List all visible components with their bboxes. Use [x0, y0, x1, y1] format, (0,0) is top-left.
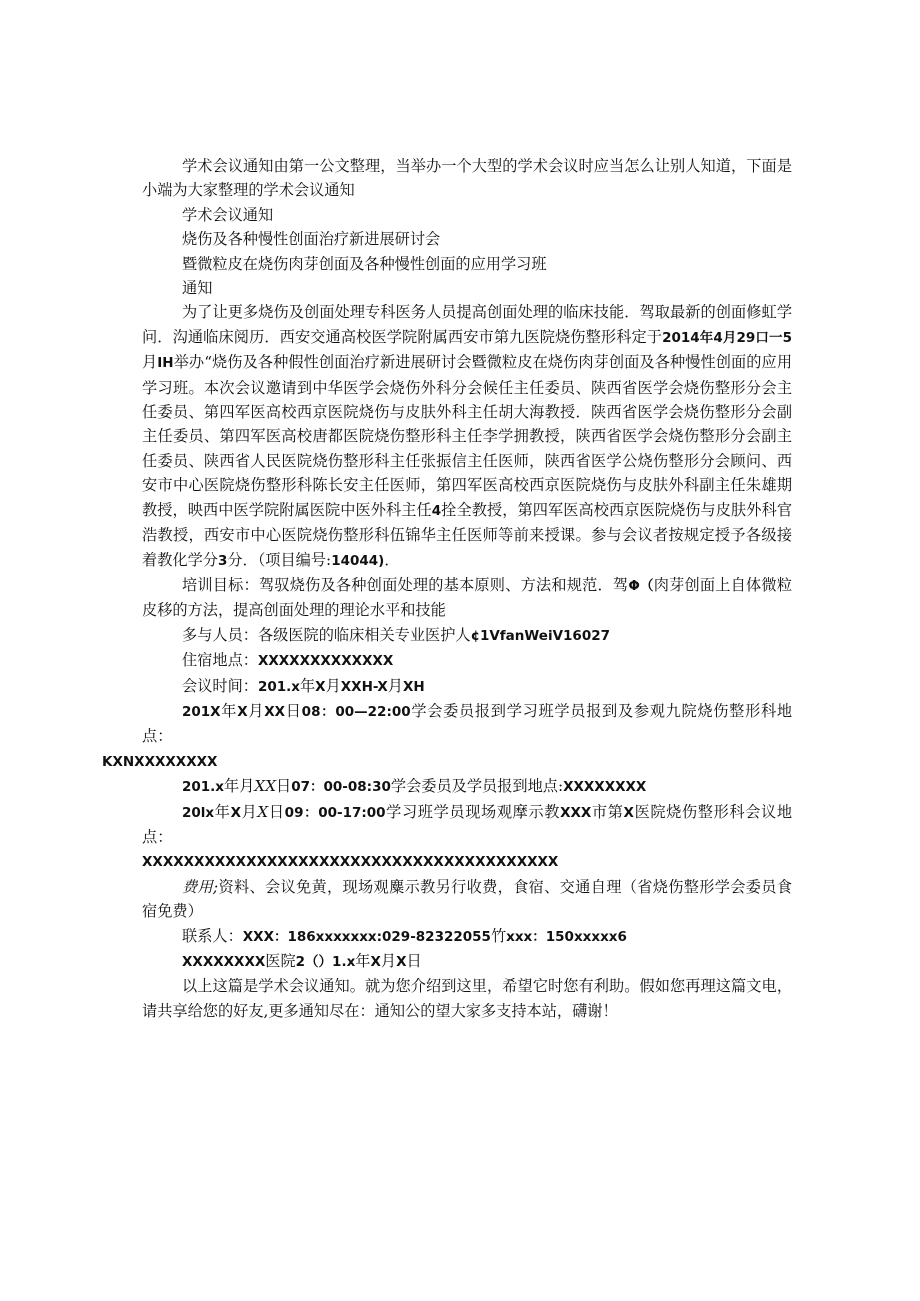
schedule3-month: X	[230, 804, 241, 821]
schedule1-yue: 月	[247, 701, 265, 720]
schedule2-year: 201.x	[182, 779, 225, 796]
tongzhi-heading	[142, 276, 792, 300]
schedule1-year: 201X	[182, 703, 221, 720]
training-goal-part-b: Φ（	[628, 577, 654, 594]
signature-ri: 日	[406, 952, 422, 970]
contact-phone-1: XXX：186xxxxxxx:029-82322055	[242, 928, 491, 945]
signature-year: 2（）1.x	[295, 954, 356, 970]
schedule3-year: 20lx	[182, 804, 215, 821]
schedule3-nian: 年	[214, 802, 231, 821]
signature-org: XXXXXXXX	[182, 954, 266, 970]
notice-heading	[142, 203, 792, 227]
signature-yue: 月	[380, 952, 397, 970]
document-body	[102, 154, 793, 1023]
intro-text: 学术会议通知由第一公文整理，当举办一个大型的学术会议时应当怎么让别人知道，下面是小端为大家整理的学术会议通知	[142, 157, 792, 200]
schedule3-ri: 日	[268, 802, 285, 821]
notice-heading-text: 学术会议通知	[182, 205, 274, 224]
schedule3-day: X	[257, 802, 269, 821]
meeting-time-yue: 月	[325, 676, 341, 695]
meeting-time-range: XXH-X	[340, 678, 388, 695]
fees-label: 费用;	[182, 877, 219, 896]
main-paragraph-part-a: 为了让更多烧伤及创面处理专科医务人员提高创面处理的临床技能．驾取最新的创面修虹学问．沟通临床阅历．西安交通高校医学院附属西安市第九医院烧伤整形科定于	[142, 303, 792, 346]
schedule2-location: XXXXXXXX	[563, 779, 647, 796]
signature-yiyuan: 医院	[265, 952, 296, 970]
meeting-time-yue2: 月	[387, 676, 403, 695]
main-paragraph-part-k: ．	[384, 550, 400, 569]
lodging-label: 住宿地点：	[182, 651, 258, 670]
main-paragraph-number: 4	[431, 502, 442, 519]
contact-label: 联系人：	[182, 926, 243, 945]
main-paragraph	[142, 300, 792, 572]
contact-paragraph	[142, 924, 792, 949]
tongzhi-heading-text: 通知	[182, 279, 213, 298]
main-paragraph-part-e: 举办“烧伤及各种假性创面治疗新进展研讨会暨微粒皮在烧伤肉芽创面及各种慢性创面的应用学习班。本次会议邀请到中华医学会烧伤外科分会候任主任委员、陕西省医学会烧伤整形分会主任委员、第四军医高校西京医院烧伤与皮肤外科主任胡大海教授．陕西省医学会烧伤整形分会副主任委员、第四军医高校唐都医院烧伤整形科主任李学拥教授，陕西省医学会烧伤整形分会副主任委员、陕西省人民医院烧伤整形科主任张振信主任医师，陕西省医学公烧伤整形分会顾问、西安市中心医院烧伤整形科陈长安主任医师，第四军医高校西京医院烧伤与皮肤外科副主任朱雄期教授，映西中医学院附属医院中医外科主任	[142, 353, 793, 519]
meeting-time-nian: 年	[299, 676, 316, 695]
main-paragraph-part-g: 拴全教授，第四军医高校西京医院烧伤与皮肤外科官浩教授，西安市中心医院烧伤整形科伍锦华主任医师等前来授课。参与会议者按规定授予各级接着教化学分	[142, 500, 793, 569]
lodging-value: XXXXXXXXXXXXX	[257, 653, 394, 670]
meeting-time-paragraph	[142, 674, 792, 699]
schedule1-ri: 日	[285, 701, 302, 720]
fees-paragraph	[142, 875, 792, 924]
schedule3-place-label: 医院烧伤整形科会议地点：	[142, 802, 793, 846]
fees-text: 资料、会议免黄，现场观麋示教另行收费，食宿、交通自理（省烧伤整形学会委员食宿免费）	[142, 877, 792, 921]
participants-paragraph	[142, 623, 792, 648]
meeting-time-label: 会议时间：	[182, 676, 258, 695]
contact-separator: 竹	[490, 926, 507, 945]
contact-phone-2: xxx：150xxxxx6	[506, 928, 627, 945]
main-paragraph-part-i: 分．（项目编号:	[227, 550, 332, 569]
conference-title-line1-text: 烧伤及各种慢性创面治疗新进展研讨会	[182, 230, 441, 249]
schedule3-yue: 月	[240, 802, 258, 821]
schedule1-nian: 年	[220, 701, 238, 720]
signature-day: X	[396, 954, 407, 970]
schedule1-location: KXNXXXXXXXX	[102, 753, 218, 770]
participants-code: ¢1VfanWeiV16027	[470, 627, 610, 644]
schedule2-time: 07：00-08:30	[291, 779, 391, 796]
meeting-time-year: 201.x	[257, 678, 300, 695]
schedule3-hospital-no: X	[623, 804, 634, 821]
training-goal-part-a: 培训目标：驾驭烧伤及各种创面处理的基本原则、方法和规范．驾	[182, 575, 629, 594]
schedule-paragraph-1	[102, 699, 793, 774]
main-paragraph-credits: 3	[217, 552, 228, 569]
meeting-time-month: X	[315, 678, 326, 695]
main-paragraph-date-start: 2014年4月29口一5	[662, 329, 793, 346]
main-paragraph-part-c: 月	[142, 353, 158, 372]
main-paragraph-date-end: IH	[157, 355, 174, 372]
schedule2-ri: 日	[276, 777, 292, 796]
main-paragraph-project-number: 14044)	[331, 552, 385, 569]
closing-text: 以上这篇是学术会议通知。就为您介绍到这里，希望它时您有利助。假如您再理这篇文电，请共享给您的好友,更多通知尽在：通知公的望大家多支持本站，礴谢！	[142, 977, 792, 1020]
lodging-paragraph	[142, 648, 792, 673]
schedule-paragraph-3	[142, 800, 792, 875]
schedule2-desc: 学会委员及学员报到地点:	[390, 777, 564, 796]
schedule-paragraph-2	[142, 774, 792, 799]
signature-nian: 年	[355, 952, 371, 970]
conference-title-line1	[142, 227, 792, 251]
schedule3-time: 09：00-17:00	[284, 804, 386, 821]
schedule3-location: XXXXXXXXXXXXXXXXXXXXXXXXXXXXXXXXXXXXXXXX	[142, 854, 559, 871]
schedule1-time: 08：00—22:00	[301, 703, 411, 720]
schedule3-desc: 学习班学员现场观摩示教	[385, 802, 561, 821]
meeting-time-end: XH	[402, 678, 425, 695]
schedule3-city: XXX	[560, 804, 592, 821]
schedule2-nianyue: 年月	[224, 777, 255, 796]
schedule3-shidi: 市第	[591, 802, 624, 821]
schedule1-day: XX	[264, 703, 286, 720]
conference-title-line2	[142, 252, 792, 276]
signature-month: X	[370, 954, 381, 970]
conference-title-line2-text: 暨微粒皮在烧伤肉芽创面及各种慢性创面的应用学习班	[182, 254, 547, 273]
training-goal-paragraph	[142, 573, 792, 623]
training-goal-part-c: 肉芽创面上自体微粒皮移的方法，提高创面处理的理论水平和技能	[142, 575, 793, 620]
closing-paragraph	[142, 974, 792, 1023]
participants-label: 多与人员：各级医院的临床相关专业医护人	[182, 625, 471, 644]
schedule2-day: XX	[254, 777, 277, 796]
schedule1-month: X	[237, 703, 248, 720]
intro-paragraph	[142, 154, 792, 203]
signature-paragraph	[142, 949, 792, 974]
schedule1-desc: 学会委员报到学习班学员报到及参观九院烧伤整形科地点：	[142, 701, 793, 746]
